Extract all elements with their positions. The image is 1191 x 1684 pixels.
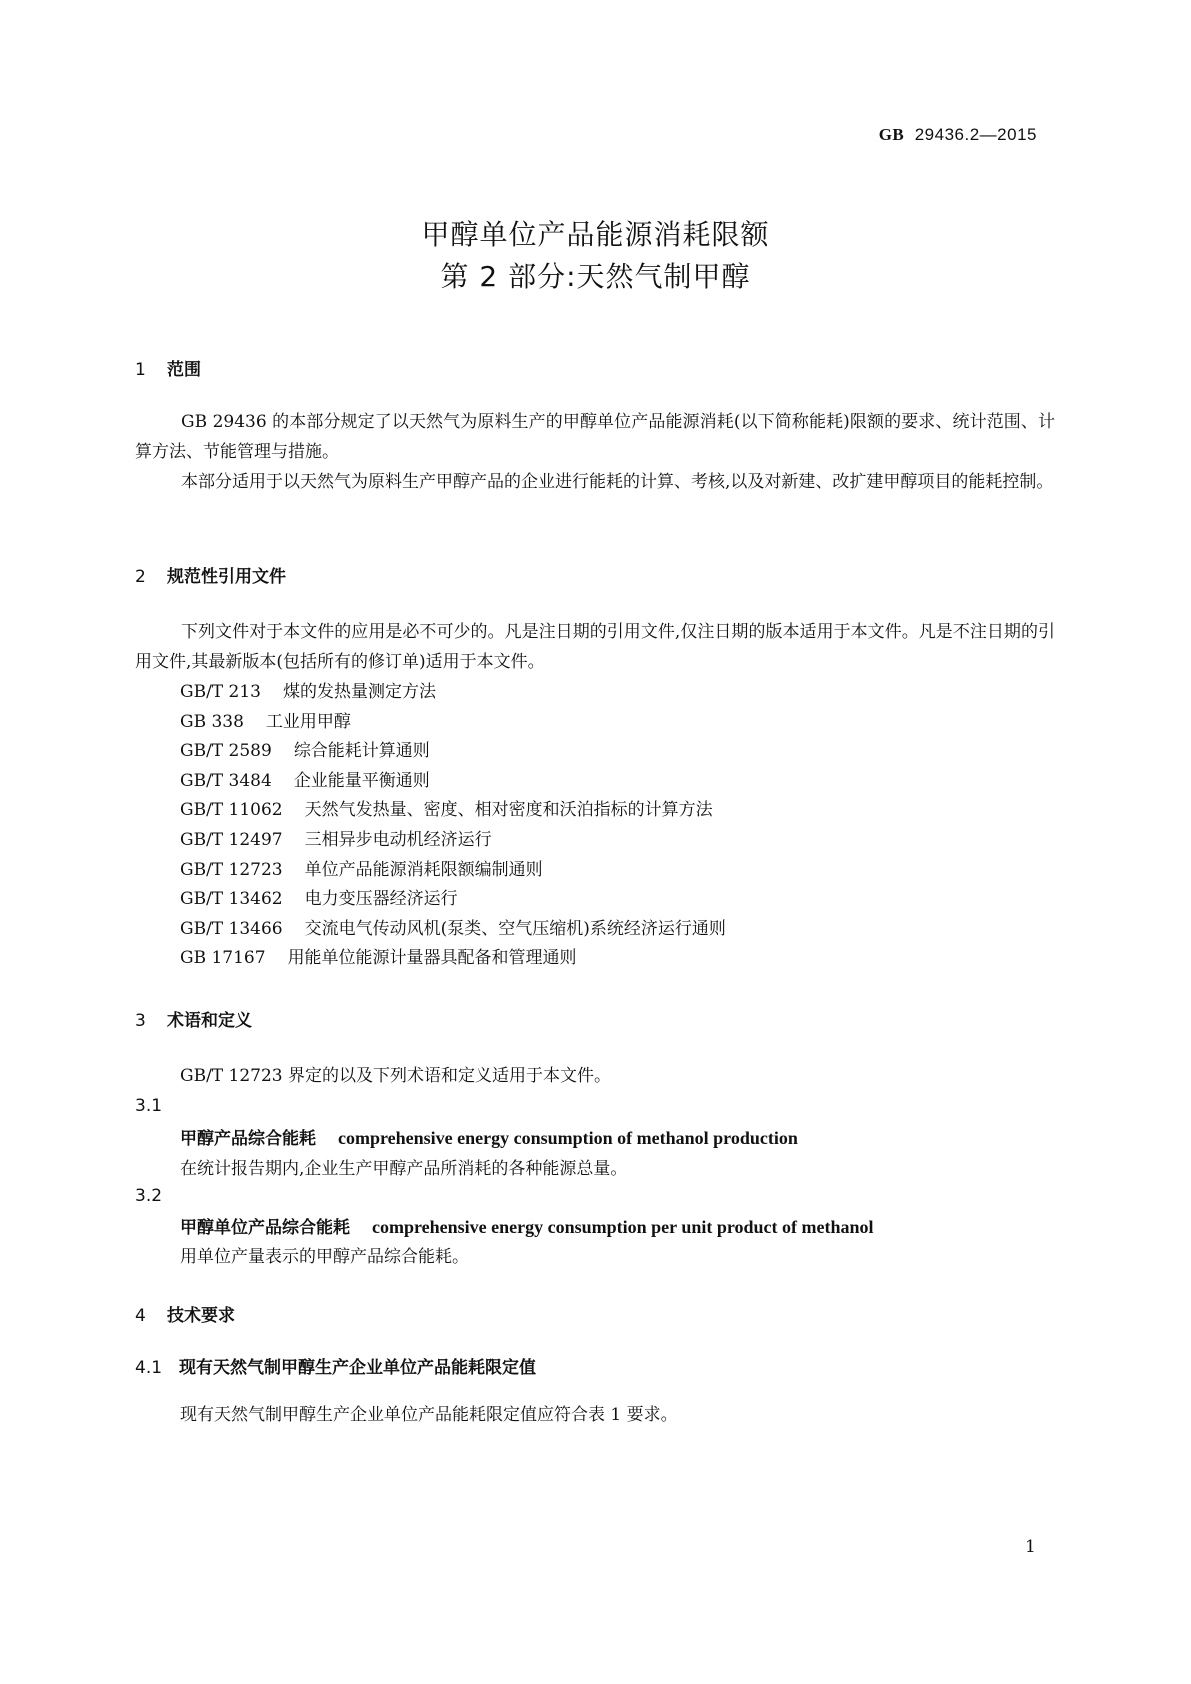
reference-item [180,855,543,885]
section-title: 规范性引用文件 [167,567,286,587]
subsection-title: 现有天然气制甲醇生产企业单位产品能耗限定值 [179,1358,536,1378]
reference-title: 交流电气传动风机(泵类、空气压缩机)系统经济运行通则 [304,919,726,939]
section-1-paragraph-1: GB 29436 的本部分规定了以天然气为原料生产的甲醇单位产品能源消耗(以下简称能耗)限额的要求、统计范围、计算方法、节能管理与措施。 [135,412,1055,462]
reference-item [180,914,726,944]
section-4-heading [135,1301,235,1326]
reference-item [180,943,577,973]
section-3-intro: GB/T 12723 界定的以及下列术语和定义适用于本文件。 [180,1066,612,1086]
reference-item [180,825,492,855]
reference-code: GB/T 2589 [180,741,272,761]
standard-prefix: GB [878,125,905,144]
section-number: 2 [135,567,146,587]
page-number: 1 [1025,1537,1036,1557]
reference-code: GB/T 213 [180,682,261,702]
reference-item [180,884,458,914]
reference-title: 天然气发热量、密度、相对密度和沃泊指标的计算方法 [304,800,713,820]
reference-title: 单位产品能源消耗限额编制通则 [304,860,543,880]
section-number: 4 [135,1306,146,1326]
section-1-paragraph-2: 本部分适用于以天然气为原料生产甲醇产品的企业进行能耗的计算、考核,以及对新建、改扩建甲醇项目的能耗控制。 [181,472,1054,492]
standard-code [879,125,1037,145]
subsection-4-1-text: 现有天然气制甲醇生产企业单位产品能耗限定值应符合表 1 要求。 [180,1405,678,1425]
section-number: 3 [135,1011,146,1031]
section-title: 术语和定义 [167,1011,252,1031]
reference-title: 工业用甲醇 [265,712,351,732]
document-title-line1: 甲醇单位产品能源消耗限额 [421,218,770,251]
section-2-heading [135,562,286,587]
reference-title: 电力变压器经济运行 [304,889,458,909]
reference-item [180,766,430,796]
reference-code: GB/T 13462 [180,889,283,909]
section-title: 范围 [167,360,201,380]
reference-code: GB 17167 [180,948,266,968]
document-title-line2: 第 2 部分:天然气制甲醇 [440,260,751,293]
section-2-intro: 下列文件对于本文件的应用是必不可少的。凡是注日期的引用文件,仅注日期的版本适用于本文件。凡是不注日期的引用文件,其最新版本(包括所有的修订单)适用于本文件。 [135,622,1055,672]
subsection-number: 4.1 [135,1358,163,1378]
reference-code: GB/T 13466 [180,919,283,939]
section-title: 技术要求 [167,1306,235,1326]
reference-title: 三相异步电动机经济运行 [304,830,492,850]
section-number: 1 [135,360,146,380]
term-number: 3.2 [135,1186,163,1206]
reference-code: GB/T 3484 [180,771,272,791]
standard-number: 29436.2—2015 [914,125,1037,144]
reference-code: GB/T 11062 [180,800,283,820]
term-english: comprehensive energy consumption of methanol production [338,1128,798,1148]
section-3-heading [135,1006,252,1031]
subsection-4-1-heading [135,1353,536,1378]
term-heading [180,1213,874,1238]
reference-title: 企业能量平衡通则 [293,771,430,791]
term-chinese: 甲醇单位产品综合能耗 [180,1218,350,1238]
reference-code: GB 338 [180,712,244,732]
reference-title: 综合能耗计算通则 [293,741,430,761]
reference-title: 煤的发热量测定方法 [283,682,436,702]
term-number: 3.1 [135,1096,163,1116]
term-english: comprehensive energy consumption per unit product of methanol [372,1217,874,1237]
reference-item [180,677,436,707]
term-definition: 在统计报告期内,企业生产甲醇产品所消耗的各种能源总量。 [180,1159,628,1179]
section-1-heading [135,355,201,380]
reference-item [180,736,430,766]
term-definition: 用单位产量表示的甲醇产品综合能耗。 [180,1247,469,1267]
reference-item [180,707,351,737]
reference-item [180,795,713,825]
reference-code: GB/T 12497 [180,830,283,850]
term-chinese: 甲醇产品综合能耗 [180,1129,316,1149]
term-heading [180,1124,798,1149]
reference-code: GB/T 12723 [180,860,283,880]
reference-title: 用能单位能源计量器具配备和管理通则 [287,948,577,968]
